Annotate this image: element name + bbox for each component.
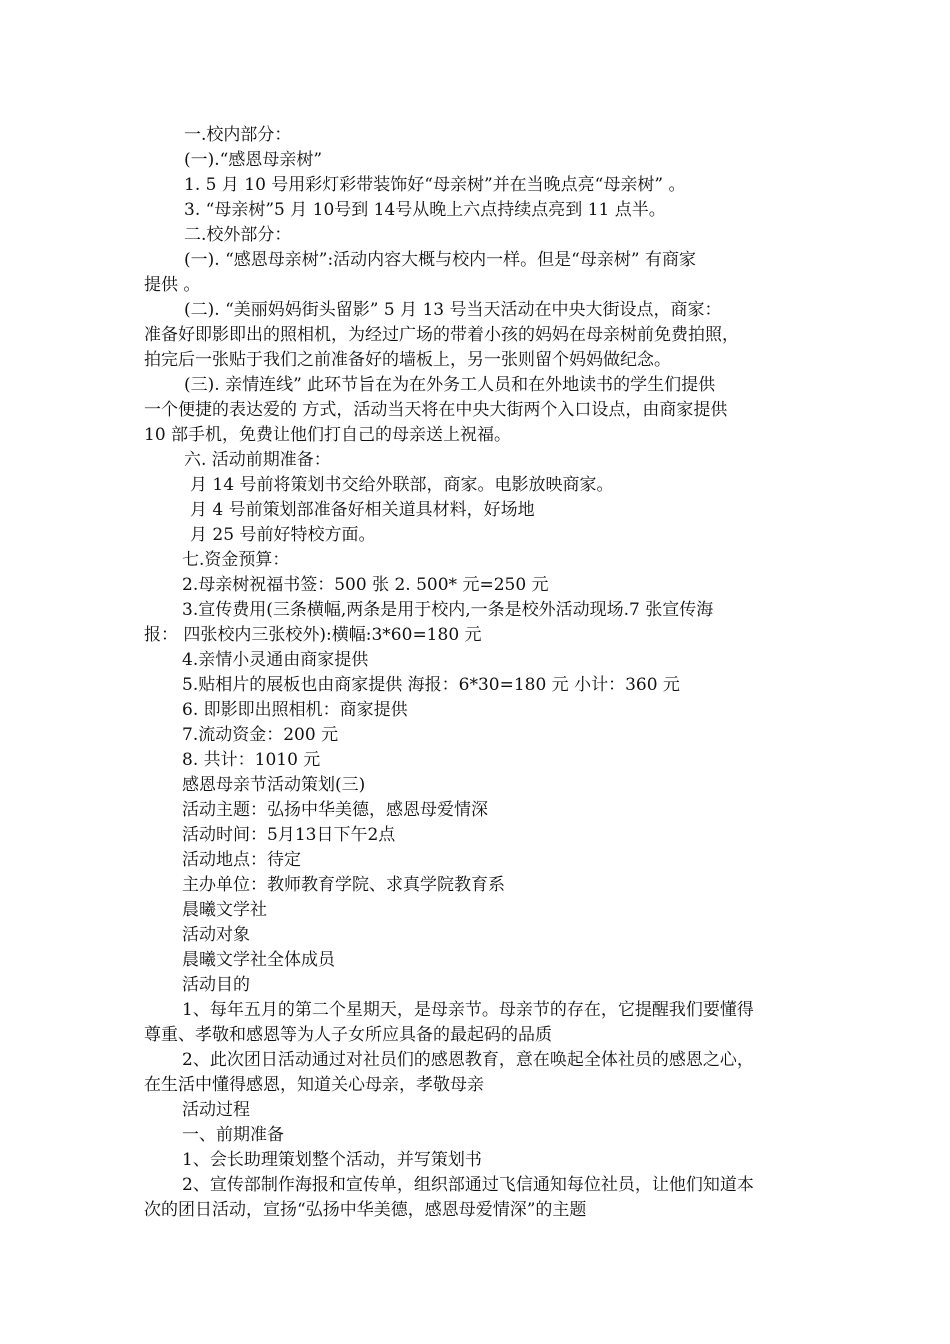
- section-heading-off-campus: 二.校外部分：: [184, 225, 292, 245]
- section-heading-budget: 七.资金预算：: [182, 550, 290, 570]
- list-item: 5.贴相片的展板也由商家提供 海报：6*30=180 元 小计：360 元: [182, 675, 680, 695]
- paragraph-line: 提供 。: [144, 275, 201, 295]
- paragraph-line: 2、此次团日活动通过对社员们的感恩教育，意在唤起全体社员的感恩之心，: [182, 1050, 754, 1070]
- list-item: 月 25 号前好特校方面。: [190, 525, 376, 545]
- paragraph-line: 一个便捷的表达爱的 方式，活动当天将在中央大街两个入口设点，由商家提供: [144, 400, 728, 420]
- list-item: 6. 即影即出照相机：商家提供: [182, 700, 408, 720]
- paragraph-line: (一). “感恩母亲树”:活动内容大概与校内一样。但是“母亲树” 有商家: [184, 250, 696, 270]
- document-title: 感恩母亲节活动策划(三): [182, 775, 366, 795]
- paragraph-line: 准备好即影即出的照相机，为经过广场的带着小孩的妈妈在母亲树前免费拍照，: [144, 325, 739, 345]
- paragraph-line: 3. “母亲树”5 月 10号到 14号从晚上六点持续点亮到 11 点半。: [184, 200, 666, 220]
- list-item: 3.宣传费用(三条横幅,两条是用于校内,一条是校外活动现场.7 张宣传海: [182, 600, 714, 620]
- paragraph-line: 2、宣传部制作海报和宣传单，组织部通过飞信通知每位社员，让他们知道本: [182, 1175, 754, 1195]
- paragraph-line: 次的团日活动，宣扬“弘扬中华美德，感恩母爱情深”的主题: [144, 1200, 587, 1220]
- activity-theme: 活动主题：弘扬中华美德，感恩母爱情深: [182, 800, 488, 820]
- section-heading-preparation: 六. 活动前期准备：: [184, 450, 331, 470]
- activity-time: 活动时间：5月13日下午2点: [182, 825, 396, 845]
- section-heading-campus: 一.校内部分：: [184, 125, 292, 145]
- list-item-continuation: 报： 四张校内三张校外):横幅:3*60=180 元: [144, 625, 482, 645]
- list-item: 7.流动资金：200 元: [182, 725, 339, 745]
- heading-process: 活动过程: [182, 1100, 250, 1120]
- heading-pre-preparation: 一、前期准备: [182, 1125, 284, 1145]
- paragraph-line: 10 部手机，免费让他们打自己的母亲送上祝福。: [144, 425, 512, 445]
- paragraph-line: 在生活中懂得感恩，知道关心母亲，孝敬母亲: [144, 1075, 484, 1095]
- list-item: 4.亲情小灵通由商家提供: [182, 650, 369, 670]
- paragraph-line: 1、每年五月的第二个星期天，是母亲节。母亲节的存在，它提醒我们要懂得: [182, 1000, 754, 1020]
- document-body: [144, 123, 810, 1223]
- target-value: 晨曦文学社全体成员: [182, 950, 335, 970]
- paragraph-line: 拍完后一张贴于我们之前准备好的墙板上，另一张则留个妈妈做纪念。: [144, 350, 671, 370]
- heading-purpose: 活动目的: [182, 975, 250, 995]
- list-item-total: 8. 共计：1010 元: [182, 750, 321, 770]
- list-item: 月 14 号前将策划书交给外联部，商家。电影放映商家。: [190, 475, 614, 495]
- paragraph-line: (二). “美丽妈妈街头留影” 5 月 13 号当天活动在中央大街设点，商家：: [184, 300, 722, 320]
- activity-location: 活动地点：待定: [182, 850, 301, 870]
- organizer: 主办单位：教师教育学院、求真学院教育系: [182, 875, 505, 895]
- organizer-continuation: 晨曦文学社: [182, 900, 267, 920]
- paragraph-line: 1. 5 月 10 号用彩灯彩带装饰好“母亲树”并在当晚点亮“母亲树” 。: [184, 175, 686, 195]
- list-item: 2.母亲树祝福书签：500 张 2. 500* 元=250 元: [182, 575, 549, 595]
- list-item: 月 4 号前策划部准备好相关道具材料，好场地: [190, 500, 535, 520]
- paragraph-line: 尊重、孝敬和感恩等为人子女所应具备的最起码的品质: [144, 1025, 552, 1045]
- paragraph-line: (三). 亲情连线” 此环节旨在为在外务工人员和在外地读书的学生们提供: [184, 375, 716, 395]
- list-item: 1、会长助理策划整个活动，并写策划书: [182, 1150, 482, 1170]
- heading-target: 活动对象: [182, 925, 250, 945]
- subheading-mother-tree: (一).“感恩母亲树”: [184, 150, 323, 170]
